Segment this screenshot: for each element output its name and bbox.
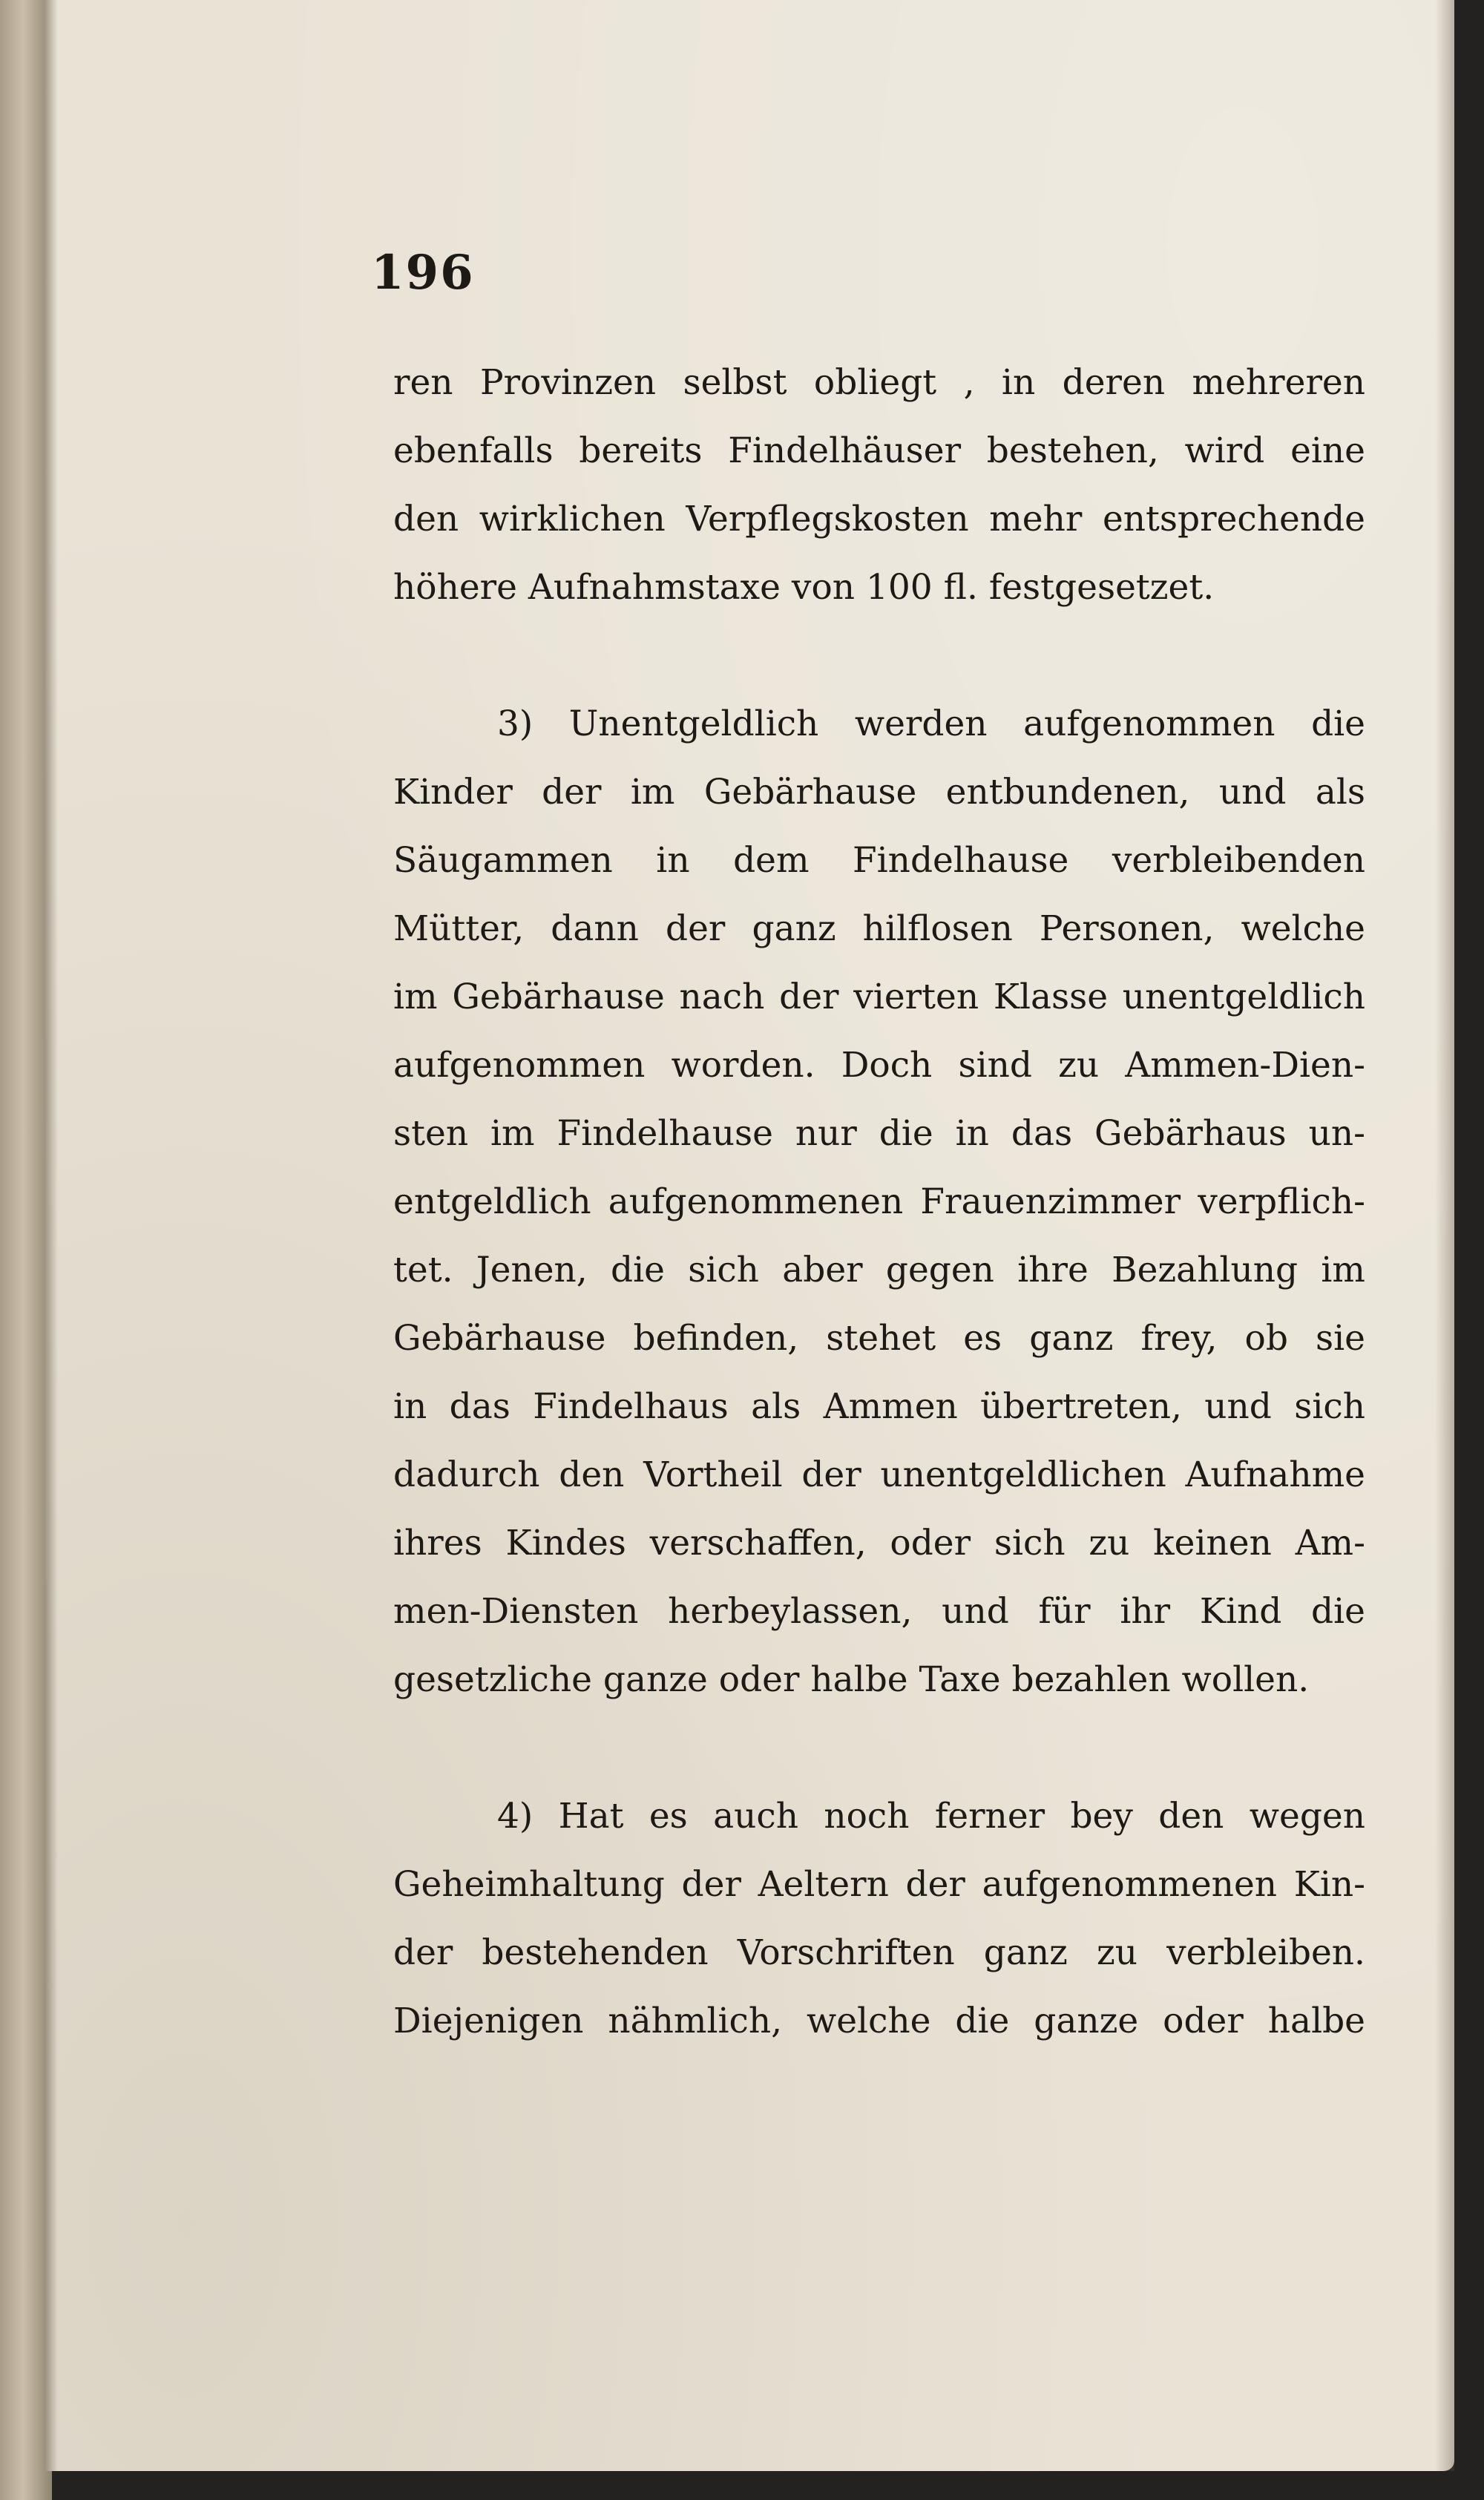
text-line: Mütter, dann der ganz hilflosen Personen, welche	[393, 908, 1365, 949]
paragraph-1	[393, 349, 1365, 622]
text-line: aufgenommen worden. Doch sind zu Ammen-Dien-	[393, 1045, 1365, 1086]
page-number: 196	[371, 245, 475, 301]
text-line: Gebärhause befinden, stehet es ganz frey, ob sie	[393, 1318, 1365, 1359]
text-line: sten im Findelhause nur die in das Gebärhaus un-	[393, 1113, 1365, 1154]
book-page	[45, 0, 1454, 2471]
text-line: der bestehenden Vorschriften ganz zu verbleiben.	[393, 1932, 1365, 1973]
text-line: Säugammen in dem Findelhause verbleibenden	[393, 840, 1365, 881]
text-line: gesetzliche ganze oder halbe Taxe bezahlen wollen.	[393, 1659, 1310, 1700]
text-line: in das Findelhaus als Ammen übertreten, und sich	[393, 1386, 1365, 1427]
body-text	[393, 349, 1365, 2056]
text-line: Diejenigen nähmlich, welche die ganze oder halbe	[393, 2001, 1365, 2041]
text-line: höhere Aufnahmstaxe von 100 fl. festgesetzet.	[393, 567, 1215, 608]
text-line: Kinder der im Gebärhause entbundenen, und als	[393, 772, 1365, 813]
text-line: men-Diensten herbeylassen, und für ihr Kind die	[393, 1591, 1365, 1632]
text-line: ebenfalls bereits Findelhäuser bestehen, wird eine	[393, 430, 1365, 471]
text-line: dadurch den Vortheil der unentgeldlichen Aufnahme	[393, 1454, 1365, 1495]
text-line: ihres Kindes verschaffen, oder sich zu keinen Am-	[393, 1523, 1365, 1564]
page-gutter-shadow	[45, 0, 58, 2471]
paragraph-3	[393, 1782, 1365, 2056]
text-line: 3) Unentgeldlich werden aufgenommen die	[497, 703, 1365, 744]
text-line: im Gebärhause nach der vierten Klasse unentgeldlich	[393, 977, 1365, 1017]
text-line: den wirklichen Verpflegskosten mehr entsprechende	[393, 499, 1365, 539]
page-edge-shadow	[1435, 0, 1454, 2471]
paragraph-2	[393, 690, 1365, 1714]
text-line: 4) Hat es auch noch ferner bey den wegen	[497, 1796, 1365, 1837]
text-line: ren Provinzen selbst obliegt , in deren mehreren	[393, 362, 1365, 403]
text-line: entgeldlich aufgenommenen Frauenzimmer verpflich-	[393, 1181, 1365, 1222]
text-line: tet. Jenen, die sich aber gegen ihre Bezahlung im	[393, 1250, 1365, 1290]
text-line: Geheimhaltung der Aeltern der aufgenommenen Kin-	[393, 1864, 1365, 1905]
